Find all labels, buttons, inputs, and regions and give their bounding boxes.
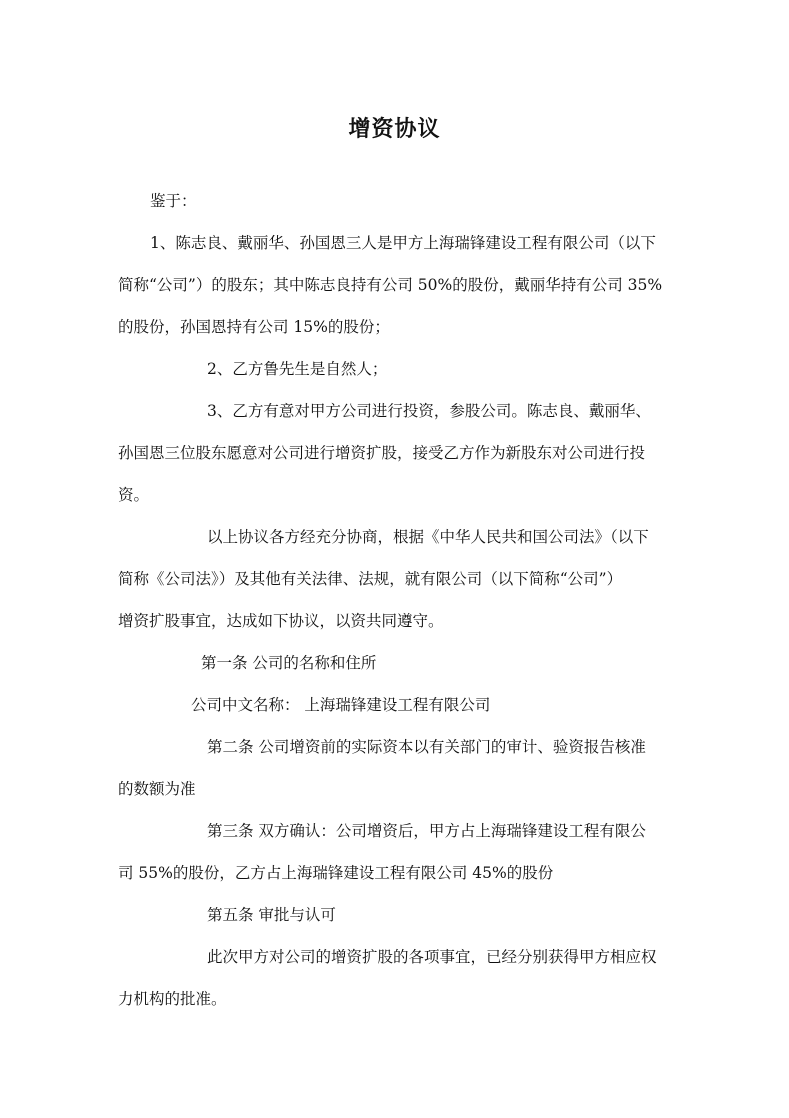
article-5-heading: 第五条 审批与认可 <box>207 906 336 924</box>
paragraph-4-line-2: 简称《公司法》）及其他有关法律、法规，就有限公司（以下简称“公司”） <box>118 570 623 588</box>
paragraph-2: 2、乙方鲁先生是自然人； <box>207 360 388 378</box>
paragraph-3-line-3: 资。 <box>118 486 150 504</box>
document-title: 增资协议 <box>348 116 441 142</box>
article-5-line-2: 力机构的批准。 <box>118 990 227 1008</box>
paragraph-1-line-1: 1、陈志良、戴丽华、孙国恩三人是甲方上海瑞锋建设工程有限公司（以下 <box>150 234 656 252</box>
article-3-line-2: 司 55%的股份，乙方占上海瑞锋建设工程有限公司 45%的股份 <box>118 864 554 882</box>
paragraph-1-line-3: 的股份，孙国恩持有公司 15%的股份； <box>118 318 390 336</box>
paragraph-3-line-1: 3、乙方有意对甲方公司进行投资，参股公司。陈志良、戴丽华、 <box>207 402 651 420</box>
article-2-line-2: 的数额为准 <box>118 780 196 798</box>
paragraph-3-line-2: 孙国恩三位股东愿意对公司进行增资扩股，接受乙方作为新股东对公司进行投 <box>118 444 646 462</box>
paragraph-4-line-1: 以上协议各方经充分协商，根据《中华人民共和国公司法》（以下 <box>207 528 649 546</box>
company-name-line: 公司中文名称： 上海瑞锋建设工程有限公司 <box>191 696 491 714</box>
paragraph-4-line-3: 增资扩股事宜，达成如下协议，以资共同遵守。 <box>118 612 444 630</box>
paragraph-1-line-2: 简称“公司”）的股东；其中陈志良持有公司 50%的股份，戴丽华持有公司 35% <box>118 276 663 294</box>
article-5-line-1: 此次甲方对公司的增资扩股的各项事宜，已经分别获得甲方相应权 <box>207 948 657 966</box>
article-2-line-1: 第二条 公司增资前的实际资本以有关部门的审计、验资报告核准 <box>207 738 646 756</box>
article-3-line-1: 第三条 双方确认：公司增资后，甲方占上海瑞锋建设工程有限公 <box>207 822 646 840</box>
whereas-label: 鉴于： <box>150 192 197 210</box>
article-1-heading: 第一条 公司的名称和住所 <box>201 654 377 672</box>
